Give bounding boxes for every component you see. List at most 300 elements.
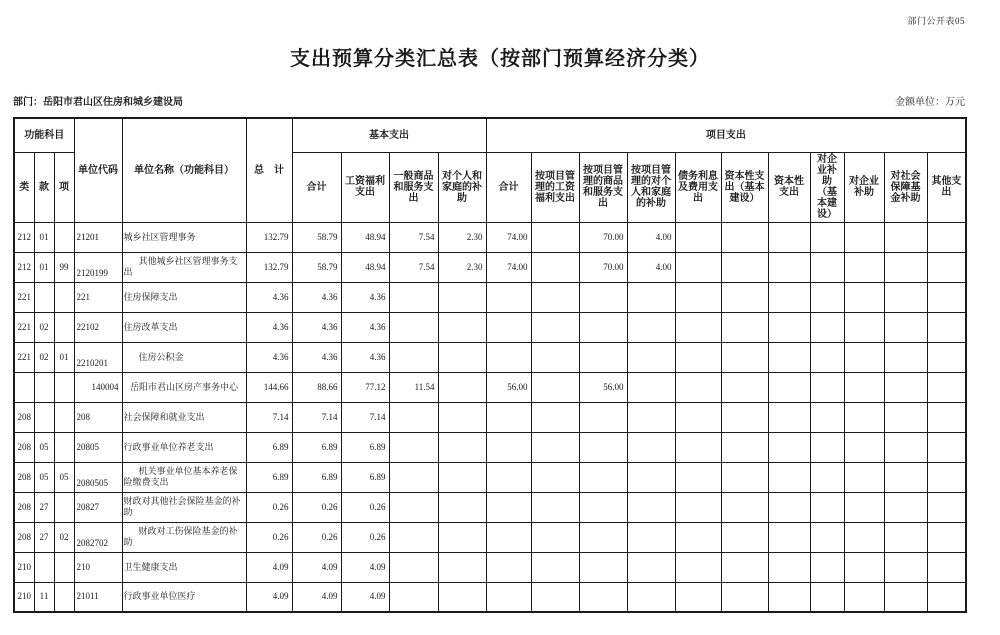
cell-amount: 56.00	[579, 372, 627, 402]
cell-amount	[927, 462, 966, 492]
cell-amount	[389, 342, 438, 372]
table-row	[14, 252, 966, 282]
cell-amount	[531, 552, 579, 582]
cell-amount	[844, 312, 884, 342]
cell-amount	[721, 222, 768, 252]
cell-section-code: 11	[34, 582, 54, 612]
cell-amount: 4.00	[627, 222, 675, 252]
cell-amount	[768, 552, 810, 582]
table-row	[14, 312, 966, 342]
cell-amount: 4.09	[341, 552, 389, 582]
cell-amount	[768, 282, 810, 312]
header-basic-group: 基本支出	[292, 118, 486, 152]
cell-amount	[810, 372, 844, 402]
cell-amount	[721, 312, 768, 342]
cell-class-code: 221	[14, 342, 34, 372]
cell-amount: 6.89	[341, 432, 389, 462]
cell-amount: 0.26	[341, 522, 389, 552]
cell-amount: 7.14	[292, 402, 341, 432]
table-row	[14, 402, 966, 432]
cell-amount: 0.26	[341, 492, 389, 522]
cell-amount	[389, 312, 438, 342]
cell-amount	[627, 402, 675, 432]
cell-amount	[927, 402, 966, 432]
table-row	[14, 582, 966, 612]
cell-amount: 48.94	[341, 222, 389, 252]
cell-amount	[486, 462, 531, 492]
cell-amount: 4.36	[292, 312, 341, 342]
cell-item-code	[54, 432, 74, 462]
cell-amount: 4.09	[292, 582, 341, 612]
cell-unit-name: 城乡社区管理事务	[122, 222, 246, 252]
cell-amount	[884, 252, 927, 282]
cell-amount	[675, 522, 721, 552]
cell-amount	[927, 552, 966, 582]
cell-amount	[810, 522, 844, 552]
header-proj-capital: 资本性支出	[768, 152, 810, 222]
cell-amount	[627, 282, 675, 312]
cell-amount: 6.89	[292, 462, 341, 492]
cell-amount	[927, 342, 966, 372]
cell-amount	[389, 492, 438, 522]
cell-unit-name: 卫生健康支出	[122, 552, 246, 582]
cell-unit-name: 机关事业单位基本养老保险缴费支出	[122, 462, 246, 492]
cell-unit-code: 2120199	[74, 252, 122, 282]
cell-unit-code: 22102	[74, 312, 122, 342]
cell-amount	[486, 312, 531, 342]
cell-amount	[627, 462, 675, 492]
cell-amount: 77.12	[341, 372, 389, 402]
cell-amount	[768, 222, 810, 252]
cell-amount: 4.36	[246, 312, 292, 342]
cell-class-code: 212	[14, 222, 34, 252]
cell-amount	[884, 342, 927, 372]
cell-amount	[768, 342, 810, 372]
header-proj-total: 合计	[486, 152, 531, 222]
table-row	[14, 552, 966, 582]
cell-amount	[721, 402, 768, 432]
cell-amount	[579, 582, 627, 612]
cell-amount: 144.66	[246, 372, 292, 402]
cell-unit-code: 2080505	[74, 462, 122, 492]
header-proj-goods: 按项目管理的商品和服务支出	[579, 152, 627, 222]
cell-amount	[531, 342, 579, 372]
cell-amount	[927, 312, 966, 342]
cell-amount	[675, 492, 721, 522]
cell-class-code: 208	[14, 522, 34, 552]
cell-amount	[486, 402, 531, 432]
cell-amount	[675, 402, 721, 432]
cell-unit-code: 20805	[74, 432, 122, 462]
cell-amount	[721, 462, 768, 492]
cell-amount	[531, 582, 579, 612]
header-basic-total: 合计	[292, 152, 341, 222]
cell-class-code: 208	[14, 492, 34, 522]
cell-amount: 70.00	[579, 222, 627, 252]
cell-amount	[721, 552, 768, 582]
cell-unit-code: 2210201	[74, 342, 122, 372]
cell-section-code	[34, 282, 54, 312]
cell-amount: 4.36	[246, 282, 292, 312]
cell-amount	[927, 432, 966, 462]
cell-unit-code: 221	[74, 282, 122, 312]
cell-class-code: 212	[14, 252, 34, 282]
cell-amount	[675, 222, 721, 252]
cell-amount	[389, 402, 438, 432]
cell-amount	[438, 432, 486, 462]
cell-amount: 4.00	[627, 252, 675, 282]
cell-amount: 58.79	[292, 222, 341, 252]
cell-unit-code: 20827	[74, 492, 122, 522]
cell-amount	[721, 432, 768, 462]
cell-amount: 58.79	[292, 252, 341, 282]
cell-amount: 4.36	[292, 282, 341, 312]
cell-amount	[627, 492, 675, 522]
header-section: 款	[34, 152, 54, 222]
cell-amount	[810, 582, 844, 612]
cell-amount	[810, 432, 844, 462]
cell-amount	[810, 462, 844, 492]
cell-unit-name: 住房改革支出	[122, 312, 246, 342]
cell-amount	[531, 312, 579, 342]
cell-class-code: 208	[14, 402, 34, 432]
cell-item-code: 01	[54, 342, 74, 372]
cell-amount: 4.36	[341, 282, 389, 312]
header-unit-name: 单位名称（功能科目）	[122, 118, 246, 222]
cell-unit-name: 岳阳市君山区房产事务中心	[122, 372, 246, 402]
header-func-group: 功能科目	[14, 118, 74, 152]
cell-amount	[721, 582, 768, 612]
cell-amount: 7.54	[389, 222, 438, 252]
cell-amount: 0.26	[292, 492, 341, 522]
cell-amount	[768, 252, 810, 282]
cell-amount	[486, 582, 531, 612]
cell-amount	[768, 462, 810, 492]
cell-amount	[844, 432, 884, 462]
cell-amount	[810, 552, 844, 582]
cell-amount	[531, 222, 579, 252]
cell-amount: 6.89	[246, 462, 292, 492]
cell-amount: 56.00	[486, 372, 531, 402]
cell-amount: 4.09	[246, 582, 292, 612]
cell-item-code: 05	[54, 462, 74, 492]
header-class: 类	[14, 152, 34, 222]
cell-amount	[486, 432, 531, 462]
cell-section-code: 05	[34, 462, 54, 492]
cell-amount	[438, 462, 486, 492]
cell-unit-name: 财政对其他社会保险基金的补助	[122, 492, 246, 522]
cell-amount	[675, 552, 721, 582]
cell-amount	[884, 492, 927, 522]
cell-unit-name: 行政事业单位医疗	[122, 582, 246, 612]
cell-unit-code: 208	[74, 402, 122, 432]
cell-amount	[810, 342, 844, 372]
cell-amount	[389, 282, 438, 312]
cell-amount	[579, 492, 627, 522]
cell-amount	[579, 402, 627, 432]
cell-class-code	[14, 372, 34, 402]
cell-amount	[531, 462, 579, 492]
cell-amount: 2.30	[438, 222, 486, 252]
cell-amount	[768, 402, 810, 432]
cell-amount: 74.00	[486, 222, 531, 252]
cell-amount	[438, 552, 486, 582]
cell-amount	[810, 222, 844, 252]
cell-unit-name: 财政对工伤保险基金的补助	[122, 522, 246, 552]
cell-amount: 4.36	[246, 342, 292, 372]
cell-amount: 74.00	[486, 252, 531, 282]
cell-amount	[438, 402, 486, 432]
cell-amount	[675, 582, 721, 612]
cell-amount	[579, 522, 627, 552]
cell-amount	[768, 312, 810, 342]
cell-amount	[675, 342, 721, 372]
cell-amount: 0.26	[246, 492, 292, 522]
cell-amount	[884, 222, 927, 252]
cell-item-code	[54, 312, 74, 342]
cell-amount: 0.26	[246, 522, 292, 552]
cell-amount	[768, 492, 810, 522]
cell-amount: 4.09	[341, 582, 389, 612]
info-row	[13, 93, 965, 108]
header-proj-wages: 按项目管理的工资福利支出	[531, 152, 579, 222]
cell-amount	[627, 342, 675, 372]
cell-section-code: 27	[34, 522, 54, 552]
cell-amount	[884, 432, 927, 462]
cell-amount	[768, 582, 810, 612]
cell-amount	[844, 342, 884, 372]
cell-item-code: 99	[54, 252, 74, 282]
cell-item-code	[54, 282, 74, 312]
cell-item-code	[54, 552, 74, 582]
cell-amount	[721, 282, 768, 312]
cell-amount	[844, 372, 884, 402]
cell-unit-name: 社会保障和就业支出	[122, 402, 246, 432]
cell-item-code	[54, 222, 74, 252]
cell-amount	[884, 312, 927, 342]
cell-item-code	[54, 492, 74, 522]
cell-amount	[768, 372, 810, 402]
cell-amount	[884, 552, 927, 582]
cell-amount: 6.89	[246, 432, 292, 462]
header-basic-goods: 一般商品和服务支出	[389, 152, 438, 222]
cell-amount	[810, 282, 844, 312]
header-proj-other: 其他支出	[927, 152, 966, 222]
cell-amount	[844, 492, 884, 522]
cell-section-code: 01	[34, 252, 54, 282]
cell-class-code: 221	[14, 282, 34, 312]
cell-unit-code: 21011	[74, 582, 122, 612]
cell-amount	[531, 402, 579, 432]
cell-amount	[486, 282, 531, 312]
header-basic-personal: 对个人和家庭的补助	[438, 152, 486, 222]
cell-class-code: 208	[14, 432, 34, 462]
cell-amount	[884, 462, 927, 492]
cell-amount	[389, 552, 438, 582]
cell-amount	[486, 522, 531, 552]
cell-amount	[675, 462, 721, 492]
cell-amount	[531, 372, 579, 402]
cell-item-code	[54, 402, 74, 432]
cell-amount	[438, 282, 486, 312]
header-grand-total: 总 计	[246, 118, 292, 222]
cell-amount	[927, 282, 966, 312]
cell-amount: 7.54	[389, 252, 438, 282]
cell-amount	[627, 372, 675, 402]
cell-amount	[675, 432, 721, 462]
cell-amount	[721, 522, 768, 552]
cell-amount	[927, 582, 966, 612]
cell-amount	[675, 252, 721, 282]
cell-amount	[721, 372, 768, 402]
header-project-group: 项目支出	[486, 118, 966, 152]
header-proj-enterprise: 对企业补助	[844, 152, 884, 222]
cell-amount: 11.54	[389, 372, 438, 402]
budget-table	[13, 117, 967, 613]
cell-amount	[438, 582, 486, 612]
cell-item-code: 02	[54, 522, 74, 552]
cell-amount	[884, 402, 927, 432]
cell-amount: 4.09	[292, 552, 341, 582]
cell-amount	[844, 252, 884, 282]
cell-class-code: 208	[14, 462, 34, 492]
header-proj-enterprise-infra: 对企业补助（基本建设）	[810, 152, 844, 222]
cell-amount: 132.79	[246, 222, 292, 252]
cell-section-code: 01	[34, 222, 54, 252]
cell-section-code: 02	[34, 342, 54, 372]
cell-amount	[844, 282, 884, 312]
cell-amount	[579, 432, 627, 462]
cell-amount	[627, 312, 675, 342]
cell-amount	[927, 492, 966, 522]
cell-amount: 2.30	[438, 252, 486, 282]
table-row	[14, 342, 966, 372]
header-proj-personal: 按项目管理的对个人和家庭的补助	[627, 152, 675, 222]
cell-amount	[675, 282, 721, 312]
cell-amount	[389, 522, 438, 552]
cell-amount: 6.89	[341, 462, 389, 492]
cell-amount	[721, 492, 768, 522]
cell-amount	[768, 432, 810, 462]
table-row	[14, 522, 966, 552]
cell-amount	[768, 522, 810, 552]
cell-amount	[579, 552, 627, 582]
cell-amount	[486, 342, 531, 372]
header-proj-debt: 债务利息及费用支出	[675, 152, 721, 222]
cell-amount	[675, 312, 721, 342]
cell-amount	[810, 492, 844, 522]
header-item: 项	[54, 152, 74, 222]
cell-unit-code: 140004	[74, 372, 122, 402]
cell-section-code: 02	[34, 312, 54, 342]
cell-amount	[627, 432, 675, 462]
cell-amount	[627, 582, 675, 612]
cell-unit-name: 住房公积金	[122, 342, 246, 372]
header-unit-code: 单位代码	[74, 118, 122, 222]
cell-amount	[579, 462, 627, 492]
cell-class-code: 210	[14, 582, 34, 612]
cell-amount: 4.09	[246, 552, 292, 582]
cell-amount	[721, 252, 768, 282]
cell-amount	[927, 522, 966, 552]
cell-amount	[884, 522, 927, 552]
cell-class-code: 221	[14, 312, 34, 342]
cell-amount	[579, 342, 627, 372]
cell-item-code	[54, 372, 74, 402]
cell-amount	[531, 522, 579, 552]
cell-amount	[389, 582, 438, 612]
cell-amount: 48.94	[341, 252, 389, 282]
cell-amount: 7.14	[341, 402, 389, 432]
cell-amount	[438, 492, 486, 522]
cell-unit-code: 21201	[74, 222, 122, 252]
header-basic-wages: 工资福利支出	[341, 152, 389, 222]
cell-amount	[927, 372, 966, 402]
table-row	[14, 372, 966, 402]
cell-amount: 4.36	[292, 342, 341, 372]
table-header	[14, 118, 966, 222]
cell-amount	[627, 522, 675, 552]
cell-amount: 88.66	[292, 372, 341, 402]
cell-amount	[531, 282, 579, 312]
cell-amount	[844, 402, 884, 432]
cell-amount	[810, 312, 844, 342]
cell-section-code: 05	[34, 432, 54, 462]
budget-table-wrapper	[13, 117, 967, 613]
cell-amount	[438, 342, 486, 372]
cell-amount	[531, 432, 579, 462]
header-proj-capital-infra: 资本性支出（基本建设）	[721, 152, 768, 222]
cell-amount	[438, 372, 486, 402]
cell-item-code	[54, 582, 74, 612]
cell-amount	[884, 372, 927, 402]
page-title: 支出预算分类汇总表（按部门预算经济分类）	[290, 48, 710, 70]
doc-code-label: 部门公开表05	[907, 16, 965, 26]
cell-unit-name: 其他城乡社区管理事务支出	[122, 252, 246, 282]
cell-amount: 6.89	[292, 432, 341, 462]
department-label: 部门：岳阳市君山区住房和城乡建设局	[13, 97, 183, 108]
amount-unit-label: 金额单位：万元	[895, 97, 965, 108]
cell-amount	[627, 552, 675, 582]
cell-amount	[721, 342, 768, 372]
cell-amount	[884, 582, 927, 612]
cell-amount: 4.36	[341, 342, 389, 372]
cell-amount	[844, 582, 884, 612]
cell-amount	[844, 522, 884, 552]
cell-amount	[844, 462, 884, 492]
table-body	[14, 222, 966, 612]
cell-unit-name: 住房保障支出	[122, 282, 246, 312]
cell-amount	[438, 522, 486, 552]
cell-amount: 0.26	[292, 522, 341, 552]
cell-amount: 132.79	[246, 252, 292, 282]
cell-amount	[927, 252, 966, 282]
table-row	[14, 462, 966, 492]
cell-amount	[531, 492, 579, 522]
cell-amount	[844, 222, 884, 252]
cell-amount	[486, 492, 531, 522]
table-row	[14, 492, 966, 522]
cell-amount	[486, 552, 531, 582]
cell-amount	[844, 552, 884, 582]
cell-amount	[810, 252, 844, 282]
cell-amount	[579, 312, 627, 342]
cell-unit-name: 行政事业单位养老支出	[122, 432, 246, 462]
cell-amount	[438, 312, 486, 342]
cell-section-code: 27	[34, 492, 54, 522]
cell-section-code	[34, 552, 54, 582]
cell-amount: 7.14	[246, 402, 292, 432]
